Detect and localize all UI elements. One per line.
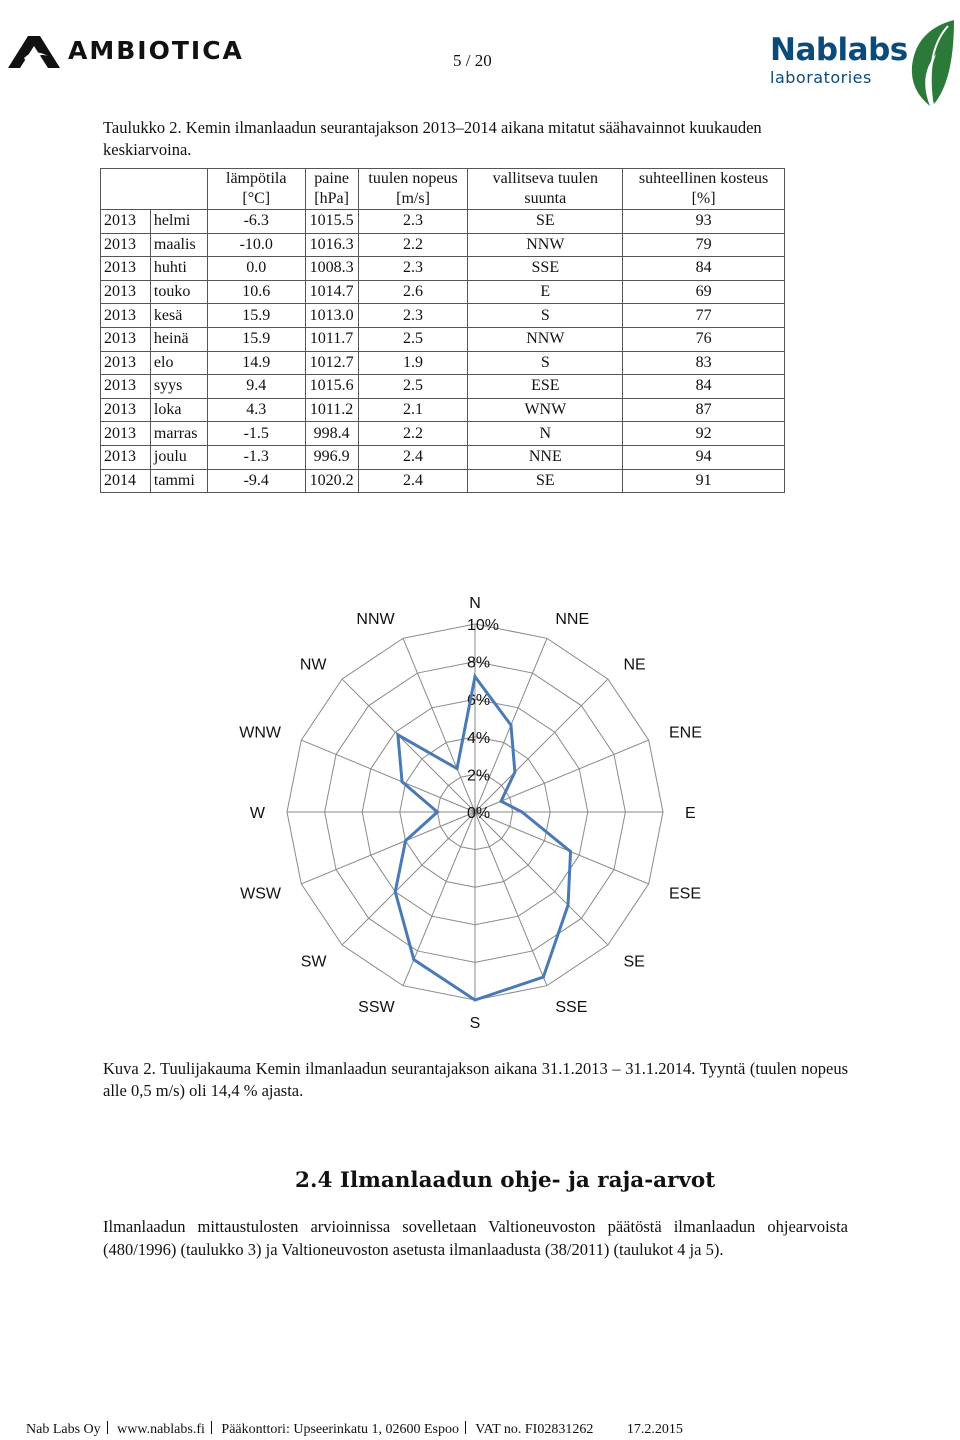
- table-cell-wind: 2.5: [358, 375, 468, 399]
- table-cell-pressure: 1013.0: [305, 304, 358, 328]
- table-cell-temp: -1.3: [207, 445, 305, 469]
- tick-label: 0%: [467, 805, 491, 822]
- table-cell-rh: 79: [623, 233, 785, 257]
- table-row: [101, 445, 785, 469]
- table-cell-year: 2013: [101, 398, 151, 422]
- table-row: [101, 422, 785, 446]
- table-cell-year: 2014: [101, 469, 151, 493]
- table-cell-rh: 69: [623, 280, 785, 304]
- series-point-NNE: [509, 724, 512, 727]
- category-label-E: E: [685, 805, 696, 822]
- grid-spoke: [342, 812, 475, 945]
- tick-label: 4%: [467, 729, 491, 747]
- footer-company: Nab Labs Oy: [26, 1422, 101, 1437]
- category-label-NE: NE: [623, 656, 646, 674]
- table-cell-year: 2013: [101, 351, 151, 375]
- header-humidity: suhteellinen kosteus [%]: [623, 169, 785, 210]
- table-cell-dir: NNE: [468, 445, 623, 469]
- category-label-SSE: SSE: [555, 999, 588, 1017]
- table-cell-month: huhti: [150, 257, 207, 281]
- series-point-SE: [567, 904, 570, 907]
- category-label-WNW: WNW: [239, 724, 281, 742]
- table-cell-wind: 2.6: [358, 280, 468, 304]
- table-cell-wind: 2.3: [358, 210, 468, 234]
- table-cell-temp: 10.6: [207, 280, 305, 304]
- figure-caption: Kuva 2. Tuulijakauma Kemin ilmanlaadun seurantajakson aikana 31.1.2013 – 31.1.2014. Tyyntä (tuulen nopeus alle 0,5 m/s) oli 14,4 % ajasta.: [103, 1059, 848, 1100]
- table-caption: Taulukko 2. Kemin ilmanlaadun seurantajakson 2013–2014 aikana mitatut säähavainnot kuukauden keskiarvoina.: [103, 118, 762, 159]
- table-cell-month: marras: [150, 422, 207, 446]
- table-cell-year: 2013: [101, 445, 151, 469]
- table-cell-dir: NNW: [468, 233, 623, 257]
- series-point-SSE: [542, 976, 545, 979]
- header-wind-direction: vallitseva tuulen suunta: [468, 169, 623, 210]
- tick-label: 2%: [467, 767, 491, 785]
- grid-spoke: [301, 740, 475, 812]
- nablabs-logo-name: Nablabs: [770, 32, 908, 68]
- category-label-S: S: [469, 1015, 481, 1032]
- table-cell-pressure: 1014.7: [305, 280, 358, 304]
- footer-vat: VAT no. FI02831262: [475, 1422, 594, 1437]
- table-cell-month: maalis: [150, 233, 207, 257]
- table-cell-rh: 84: [623, 375, 785, 399]
- grid-spoke: [475, 679, 608, 812]
- weather-table: [100, 168, 785, 493]
- grid-spoke: [301, 812, 475, 884]
- table-cell-month: heinä: [150, 327, 207, 351]
- table-cell-wind: 2.2: [358, 233, 468, 257]
- table-cell-wind: 2.4: [358, 469, 468, 493]
- table-cell-pressure: 1020.2: [305, 469, 358, 493]
- table-cell-rh: 92: [623, 422, 785, 446]
- series-point-W: [436, 811, 439, 814]
- table-cell-year: 2013: [101, 422, 151, 446]
- table-cell-temp: 4.3: [207, 398, 305, 422]
- nablabs-logo: [768, 20, 958, 110]
- table-row: [101, 210, 785, 234]
- table-cell-temp: 0.0: [207, 257, 305, 281]
- category-label-WSW: WSW: [240, 885, 281, 903]
- table-cell-rh: 93: [623, 210, 785, 234]
- table-cell-dir: SSE: [468, 257, 623, 281]
- table-cell-month: elo: [150, 351, 207, 375]
- table-cell-year: 2013: [101, 280, 151, 304]
- table-cell-pressure: 1015.6: [305, 375, 358, 399]
- table-cell-temp: 15.9: [207, 304, 305, 328]
- table-cell-rh: 87: [623, 398, 785, 422]
- table-cell-temp: 9.4: [207, 375, 305, 399]
- table-header-row: [101, 169, 785, 210]
- series-point-ESE: [569, 850, 572, 853]
- page-footer: [26, 1421, 936, 1438]
- grid-spoke: [475, 812, 608, 945]
- table-row: [101, 398, 785, 422]
- series-point-S: [474, 999, 477, 1002]
- table-cell-pressure: 1016.3: [305, 233, 358, 257]
- table-cell-temp: -1.5: [207, 422, 305, 446]
- table-cell-temp: -10.0: [207, 233, 305, 257]
- section-heading: 2.4 Ilmanlaadun ohje- ja raja-arvot: [295, 1168, 716, 1193]
- table-cell-year: 2013: [101, 210, 151, 234]
- table-cell-year: 2013: [101, 327, 151, 351]
- series-point-NNW: [456, 767, 459, 770]
- series-point-NE: [513, 771, 516, 774]
- table-cell-dir: S: [468, 304, 623, 328]
- ambiotica-logo-icon: [4, 30, 66, 74]
- page-number: 5 / 20: [453, 51, 492, 70]
- tick-label: 10%: [467, 617, 500, 634]
- table-cell-dir: NNW: [468, 327, 623, 351]
- table-cell-rh: 76: [623, 327, 785, 351]
- section-paragraph: Ilmanlaadun mittaustulosten arvioinnissa sovelletaan Valtioneuvoston päätöstä ilmanlaadun ohjearvoista (480/1996) (taulukko 3) ja Valtioneuvoston asetusta ilmanlaadusta (38/2011) (taulukot 4 ja 5).: [103, 1217, 848, 1259]
- category-label-NNW: NNW: [356, 610, 395, 628]
- grid-spoke: [475, 812, 547, 986]
- table-cell-rh: 94: [623, 445, 785, 469]
- table-row: [101, 469, 785, 493]
- footer-address: Pääkonttori: Upseerinkatu 1, 02600 Espoo: [221, 1422, 459, 1437]
- category-label-SSW: SSW: [358, 999, 395, 1017]
- table-cell-wind: 2.1: [358, 398, 468, 422]
- table-cell-month: tammi: [150, 469, 207, 493]
- footer-website: www.nablabs.fi: [117, 1422, 205, 1437]
- table-cell-dir: S: [468, 351, 623, 375]
- table-cell-month: helmi: [150, 210, 207, 234]
- category-label-W: W: [249, 805, 265, 822]
- table-cell-year: 2013: [101, 257, 151, 281]
- footer-date: 17.2.2015: [626, 1422, 683, 1437]
- table-cell-pressure: 1011.2: [305, 398, 358, 422]
- table-cell-temp: 14.9: [207, 351, 305, 375]
- category-label-ESE: ESE: [669, 885, 702, 903]
- header-temperature: lämpötila [°C]: [207, 169, 305, 210]
- category-label-SE: SE: [623, 953, 645, 971]
- table-cell-rh: 83: [623, 351, 785, 375]
- table-cell-pressure: 1008.3: [305, 257, 358, 281]
- table-cell-dir: E: [468, 280, 623, 304]
- category-label-ENE: ENE: [669, 724, 702, 742]
- table-cell-rh: 91: [623, 469, 785, 493]
- series-point-ENE: [500, 800, 503, 803]
- table-cell-wind: 2.3: [358, 257, 468, 281]
- table-cell-pressure: 1011.7: [305, 327, 358, 351]
- table-cell-temp: 15.9: [207, 327, 305, 351]
- series-point-N: [474, 675, 477, 678]
- table-cell-dir: WNW: [468, 398, 623, 422]
- table-cell-year: 2013: [101, 233, 151, 257]
- grid-spoke: [342, 679, 475, 812]
- table-cell-temp: -6.3: [207, 210, 305, 234]
- chart-tick-labels: [467, 617, 499, 822]
- series-point-SW: [394, 890, 397, 893]
- tick-label: 8%: [467, 654, 491, 672]
- table-row: [101, 375, 785, 399]
- table-cell-dir: SE: [468, 469, 623, 493]
- series-point-WNW: [401, 780, 404, 783]
- table-cell-pressure: 996.9: [305, 445, 358, 469]
- grid-spoke: [475, 812, 649, 884]
- header-wind-speed: tuulen nopeus [m/s]: [358, 169, 468, 210]
- header-pressure: paine [hPa]: [305, 169, 358, 210]
- category-label-SW: SW: [300, 953, 327, 971]
- table-cell-dir: ESE: [468, 375, 623, 399]
- tick-label: 6%: [467, 692, 491, 710]
- table-cell-month: kesä: [150, 304, 207, 328]
- ambiotica-logo: [4, 30, 264, 84]
- table-cell-pressure: 1015.5: [305, 210, 358, 234]
- category-label-NW: NW: [299, 656, 327, 674]
- table-cell-year: 2013: [101, 375, 151, 399]
- table-cell-year: 2013: [101, 304, 151, 328]
- table-row: [101, 280, 785, 304]
- series-point-SSW: [412, 958, 415, 961]
- table-cell-pressure: 1012.7: [305, 351, 358, 375]
- table-cell-wind: 2.4: [358, 445, 468, 469]
- header-empty: [101, 169, 208, 210]
- table-row: [101, 304, 785, 328]
- table-cell-month: syys: [150, 375, 207, 399]
- table-cell-dir: N: [468, 422, 623, 446]
- category-label-N: N: [469, 595, 481, 612]
- table-cell-pressure: 998.4: [305, 422, 358, 446]
- nablabs-logo-subtitle: laboratories: [770, 68, 872, 87]
- series-point-WSW: [404, 839, 407, 842]
- table-cell-dir: SE: [468, 210, 623, 234]
- table-cell-rh: 84: [623, 257, 785, 281]
- category-label-NNE: NNE: [555, 610, 590, 628]
- table-row: [101, 327, 785, 351]
- wind-rose-chart: [235, 585, 715, 1035]
- table-row: [101, 351, 785, 375]
- table-cell-wind: 2.5: [358, 327, 468, 351]
- table-cell-wind: 1.9: [358, 351, 468, 375]
- series-point-E: [521, 811, 524, 814]
- table-cell-temp: -9.4: [207, 469, 305, 493]
- leaf-icon: [896, 20, 956, 110]
- table-row: [101, 233, 785, 257]
- table-cell-wind: 2.3: [358, 304, 468, 328]
- table-row: [101, 257, 785, 281]
- table-cell-rh: 77: [623, 304, 785, 328]
- table-cell-month: joulu: [150, 445, 207, 469]
- table-cell-wind: 2.2: [358, 422, 468, 446]
- series-point-NW: [396, 733, 399, 736]
- table-cell-month: touko: [150, 280, 207, 304]
- table-cell-month: loka: [150, 398, 207, 422]
- ambiotica-logo-text: AMBIOTICA: [68, 36, 244, 65]
